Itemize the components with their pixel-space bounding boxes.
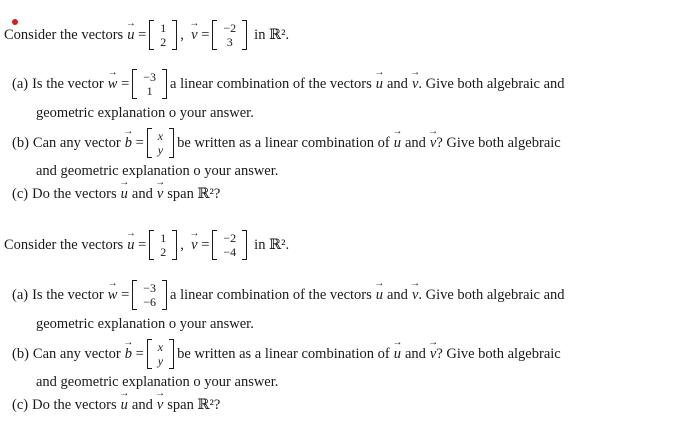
p2-part-b: (b) Can any vector → b = x y be written as a linear combination of → u and → v ? Give both algebraic xyxy=(12,339,561,369)
p1-intro: Consider the vectors → u = 1 2 , → v = −2 3 in ℝ². xyxy=(4,20,289,50)
p1-part-c: (c) Do the vectors → u and → v span ℝ²? xyxy=(12,186,220,203)
p2-vector-w: −3 −6 xyxy=(132,280,167,310)
p2-part-a-cont: geometric explanation o your answer. xyxy=(36,316,254,332)
p1-vector-w: −3 1 xyxy=(132,69,167,99)
p1-part-b-cont: and geometric explanation o your answer. xyxy=(36,163,279,179)
p2-vector-v: −2 −4 xyxy=(212,230,247,260)
p2-part-c: (c) Do the vectors → u and → v span ℝ²? xyxy=(12,397,220,414)
p1-vector-b: x y xyxy=(147,128,174,158)
p1-part-a: (a) Is the vector → w = −3 1 a linear combination of the vectors → u and → v . Give both algebraic and xyxy=(12,69,565,99)
p2-vector-b: x y xyxy=(147,339,174,369)
p2-part-b-cont: and geometric explanation o your answer. xyxy=(36,374,279,390)
p1-vector-u: 1 2 xyxy=(149,20,177,50)
p1-part-b: (b) Can any vector → b = x y be written as a linear combination of → u and → v ? Give both algebraic xyxy=(12,128,561,158)
p1-part-a-cont: geometric explanation o your answer. xyxy=(36,105,254,121)
p2-part-a: (a) Is the vector → w = −3 −6 a linear combination of the vectors → u and → v . Give both algebraic and xyxy=(12,280,565,310)
p2-vector-u: 1 2 xyxy=(149,230,177,260)
p1-vector-v: −2 3 xyxy=(212,20,247,50)
p2-intro: Consider the vectors → u = 1 2 , → v = −2 −4 in ℝ². xyxy=(4,230,289,260)
